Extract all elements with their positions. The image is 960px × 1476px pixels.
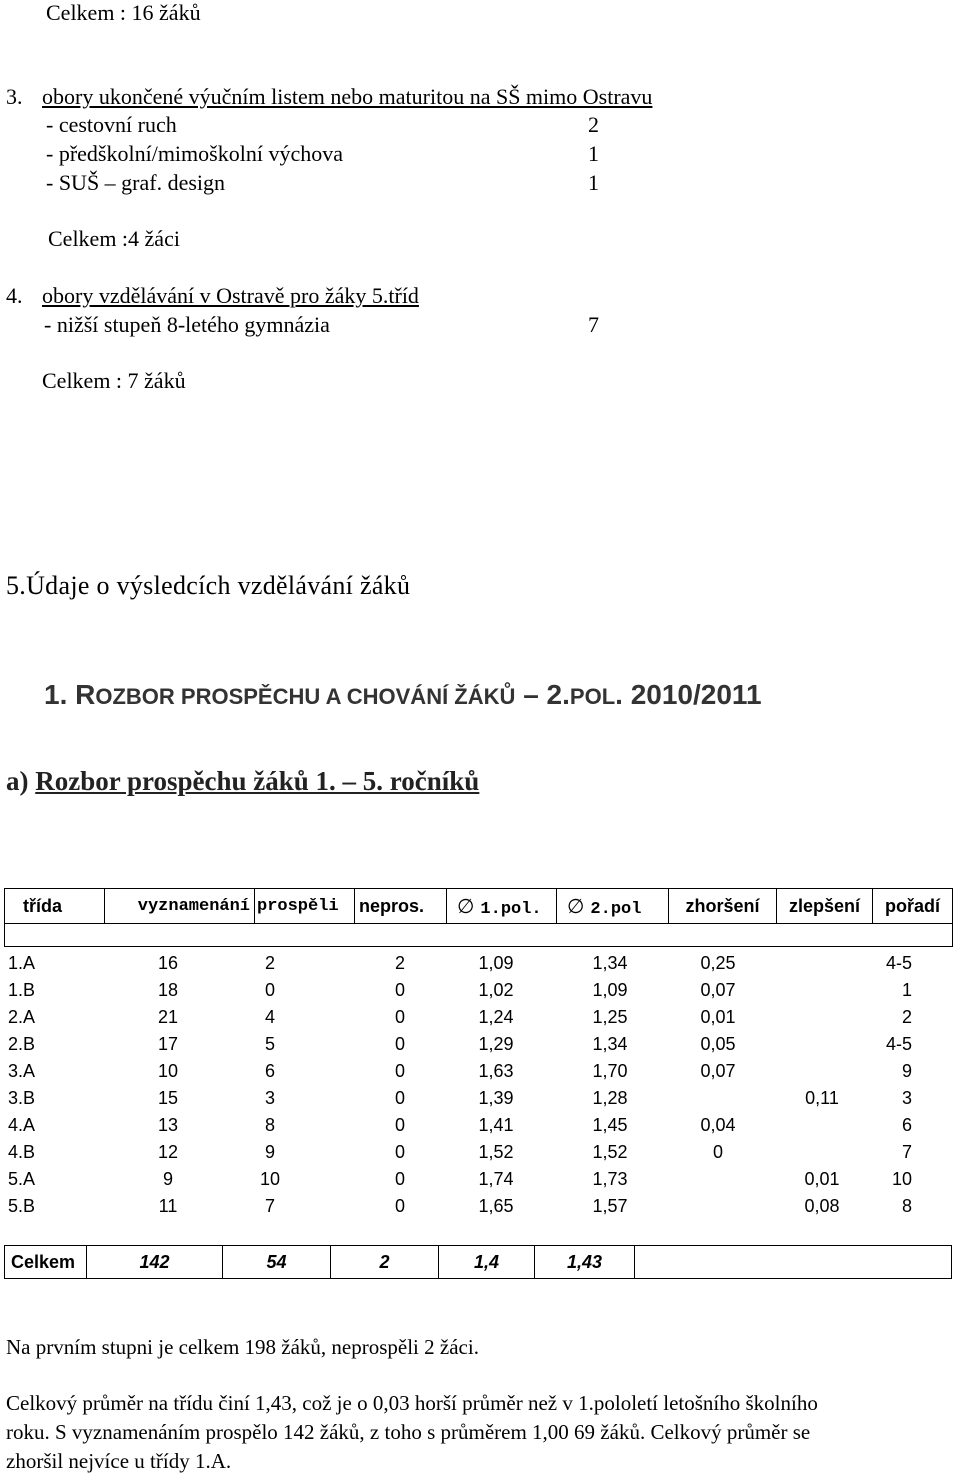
- cell-failed: 0: [394, 980, 405, 1000]
- table-row: [0, 1031, 960, 1057]
- cell-class: 5.A: [8, 1169, 36, 1189]
- cell-passed: 6: [264, 1061, 275, 1081]
- cell-avg-sem2: 1,57: [592, 1196, 628, 1216]
- cell-rank: 4-5: [885, 1034, 912, 1054]
- cell-rank: 10: [891, 1169, 912, 1189]
- cell-avg-sem1: 1,65: [478, 1196, 514, 1216]
- header-avg-sem2-label: 2.pol: [590, 899, 642, 919]
- cell-honors: 21: [157, 1007, 179, 1027]
- sec3-item-label: - SUŠ – graf. design: [46, 170, 226, 195]
- cell-class: 2.B: [8, 1034, 36, 1054]
- analysis-heading-year: . 2010/2011: [615, 679, 762, 710]
- table-row: [0, 1166, 960, 1192]
- cell-honors: 9: [162, 1169, 173, 1189]
- cell-avg-sem1: 1,02: [478, 980, 514, 1000]
- cell-avg-sem1: 1,41: [478, 1115, 514, 1135]
- summary-line: zhoršil nejvíce u třídy 1.A.: [6, 1449, 232, 1473]
- cell-honors: 10: [157, 1061, 179, 1081]
- header-spacer-row: [5, 924, 953, 947]
- cell-improved: 0,08: [804, 1196, 840, 1216]
- cell-avg-sem1: 1,29: [478, 1034, 514, 1054]
- total-avg-sem1: 1,4: [439, 1246, 535, 1279]
- results-table-header: [4, 888, 953, 947]
- diameter-icon: ∅: [567, 893, 585, 918]
- cell-honors: 17: [157, 1034, 179, 1054]
- cell-passed: 3: [264, 1088, 275, 1108]
- cell-avg-sem2: 1,34: [592, 1034, 628, 1054]
- cell-rank: 4-5: [885, 953, 912, 973]
- analysis-heading: [44, 681, 762, 709]
- cell-honors: 16: [157, 953, 179, 973]
- cell-class: 4.A: [8, 1115, 36, 1135]
- cell-rank: 3: [901, 1088, 912, 1108]
- summary-paragraph: [6, 1389, 956, 1476]
- cell-passed: 10: [259, 1169, 281, 1189]
- cell-class: 5.B: [8, 1196, 36, 1216]
- cell-class: 1.A: [8, 953, 36, 973]
- header-failed: nepros.: [355, 889, 447, 924]
- cell-failed: 2: [394, 953, 405, 973]
- analysis-heading-pol: POL: [569, 684, 616, 709]
- cell-avg-sem2: 1,45: [592, 1115, 628, 1135]
- total-16-label: Celkem : 16 žáků: [46, 0, 201, 25]
- total-failed: 2: [331, 1246, 439, 1279]
- header-avg-sem1: [447, 889, 557, 924]
- cell-passed: 9: [264, 1142, 275, 1162]
- header-improved: zlepšení: [777, 889, 873, 924]
- table-row: [0, 1193, 960, 1219]
- header-class: třída: [5, 889, 105, 924]
- cell-worsened: 0,05: [700, 1034, 736, 1054]
- subheading-a: [6, 768, 479, 795]
- sec3-item-count: 1: [588, 170, 599, 195]
- summary-line: Celkový průměr na třídu činí 1,43, což je o 0,03 horší průměr než v 1.pololetí letošního školního: [6, 1391, 818, 1415]
- cell-avg-sem1: 1,52: [478, 1142, 514, 1162]
- table-row: [0, 1139, 960, 1165]
- cell-avg-sem2: 1,25: [592, 1007, 628, 1027]
- cell-passed: 0: [264, 980, 275, 1000]
- total-label: Celkem: [5, 1246, 87, 1279]
- cell-passed: 4: [264, 1007, 275, 1027]
- cell-honors: 12: [157, 1142, 179, 1162]
- sec3-item-label: - předškolní/mimoškolní výchova: [46, 141, 343, 166]
- sec4-item-label: - nižší stupeň 8-letého gymnázia: [44, 312, 330, 337]
- diameter-icon: ∅: [457, 893, 475, 918]
- section-4-title: obory vzdělávání v Ostravě pro žáky 5.tříd: [42, 283, 419, 308]
- cell-class: 4.B: [8, 1142, 36, 1162]
- cell-honors: 11: [158, 1196, 178, 1216]
- sec3-item-label: - cestovní ruch: [46, 112, 177, 137]
- cell-class: 3.B: [8, 1088, 36, 1108]
- table-row: [0, 1112, 960, 1138]
- total-avg-sem2: 1,43: [535, 1246, 635, 1279]
- sec3-item-count: 1: [588, 141, 599, 166]
- total-empty: [635, 1246, 952, 1279]
- cell-rank: 2: [901, 1007, 912, 1027]
- header-avg-sem2: [557, 889, 669, 924]
- cell-rank: 9: [901, 1061, 912, 1081]
- analysis-heading-prefix: 1. R: [44, 679, 96, 710]
- analysis-heading-title: OZBOR PROSPĚCHU A CHOVÁNÍ ŽÁKŮ: [95, 684, 516, 709]
- cell-avg-sem1: 1,24: [478, 1007, 514, 1027]
- cell-worsened: 0,04: [700, 1115, 736, 1135]
- cell-class: 3.A: [8, 1061, 36, 1081]
- cell-avg-sem1: 1,74: [478, 1169, 514, 1189]
- cell-honors: 13: [157, 1115, 179, 1135]
- cell-improved: 0,01: [804, 1169, 840, 1189]
- cell-avg-sem1: 1,39: [478, 1088, 514, 1108]
- table-row: [0, 977, 960, 1003]
- total-4-label: Celkem :4 žáci: [48, 226, 180, 251]
- cell-passed: 2: [264, 953, 275, 973]
- cell-rank: 8: [901, 1196, 912, 1216]
- summary-line: roku. S vyznamenáním prospělo 142 žáků, z toho s průměrem 1,00 69 žáků. Celkový průměr se: [6, 1420, 811, 1444]
- cell-worsened: 0,01: [700, 1007, 736, 1027]
- cell-failed: 0: [394, 1196, 405, 1216]
- table-row: [0, 1058, 960, 1084]
- cell-rank: 1: [901, 980, 912, 1000]
- cell-avg-sem2: 1,34: [592, 953, 628, 973]
- cell-avg-sem2: 1,73: [592, 1169, 628, 1189]
- sec3-item-count: 2: [588, 112, 599, 137]
- cell-failed: 0: [394, 1115, 405, 1135]
- header-rank: pořadí: [873, 889, 953, 924]
- cell-passed: 8: [264, 1115, 275, 1135]
- subheading-a-text: Rozbor prospěchu žáků 1. – 5. ročníků: [35, 766, 480, 796]
- cell-honors: 18: [157, 980, 179, 1000]
- cell-avg-sem1: 1,09: [478, 953, 514, 973]
- cell-worsened: 0,07: [700, 980, 736, 1000]
- summary-first-stage: Na prvním stupni je celkem 198 žáků, neprospěli 2 žáci.: [6, 1335, 479, 1359]
- header-avg-sem1-label: 1.pol.: [480, 899, 542, 919]
- results-total: [4, 1245, 952, 1279]
- cell-failed: 0: [394, 1034, 405, 1054]
- total-7-label: Celkem : 7 žáků: [42, 368, 186, 393]
- cell-rank: 6: [901, 1115, 912, 1135]
- cell-worsened: 0,25: [700, 953, 736, 973]
- subheading-a-prefix: a): [6, 766, 36, 796]
- cell-avg-sem1: 1,63: [478, 1061, 514, 1081]
- cell-worsened: 0,07: [700, 1061, 736, 1081]
- total-honors: 142: [87, 1246, 223, 1279]
- section-3-title: obory ukončené výučním listem nebo maturitou na SŠ mimo Ostravu: [42, 84, 653, 109]
- cell-failed: 0: [394, 1088, 405, 1108]
- cell-class: 1.B: [8, 980, 36, 1000]
- sec4-item-count: 7: [588, 312, 599, 337]
- header-honors: vyznamenání: [105, 889, 255, 924]
- cell-improved: 0,11: [805, 1088, 839, 1108]
- cell-worsened: 0: [712, 1142, 723, 1162]
- header-worsened: zhoršení: [669, 889, 777, 924]
- cell-failed: 0: [394, 1007, 405, 1027]
- cell-failed: 0: [394, 1169, 405, 1189]
- cell-class: 2.A: [8, 1007, 36, 1027]
- analysis-heading-dash: – 2.: [515, 679, 570, 710]
- total-passed: 54: [223, 1246, 331, 1279]
- header-passed: prospěli: [255, 889, 355, 924]
- section-4-number: 4.: [6, 283, 23, 308]
- section-5-heading: 5.Údaje o výsledcích vzdělávání žáků: [6, 571, 411, 600]
- table-row: [0, 1085, 960, 1111]
- cell-rank: 7: [901, 1142, 912, 1162]
- table-row: [0, 1004, 960, 1030]
- cell-failed: 0: [394, 1061, 405, 1081]
- cell-passed: 5: [264, 1034, 275, 1054]
- table-row: [0, 950, 960, 976]
- cell-passed: 7: [264, 1196, 275, 1216]
- cell-avg-sem2: 1,52: [592, 1142, 628, 1162]
- cell-honors: 15: [157, 1088, 179, 1108]
- cell-avg-sem2: 1,70: [592, 1061, 628, 1081]
- cell-avg-sem2: 1,09: [592, 980, 628, 1000]
- cell-failed: 0: [394, 1142, 405, 1162]
- section-3-number: 3.: [6, 84, 23, 109]
- cell-avg-sem2: 1,28: [592, 1088, 628, 1108]
